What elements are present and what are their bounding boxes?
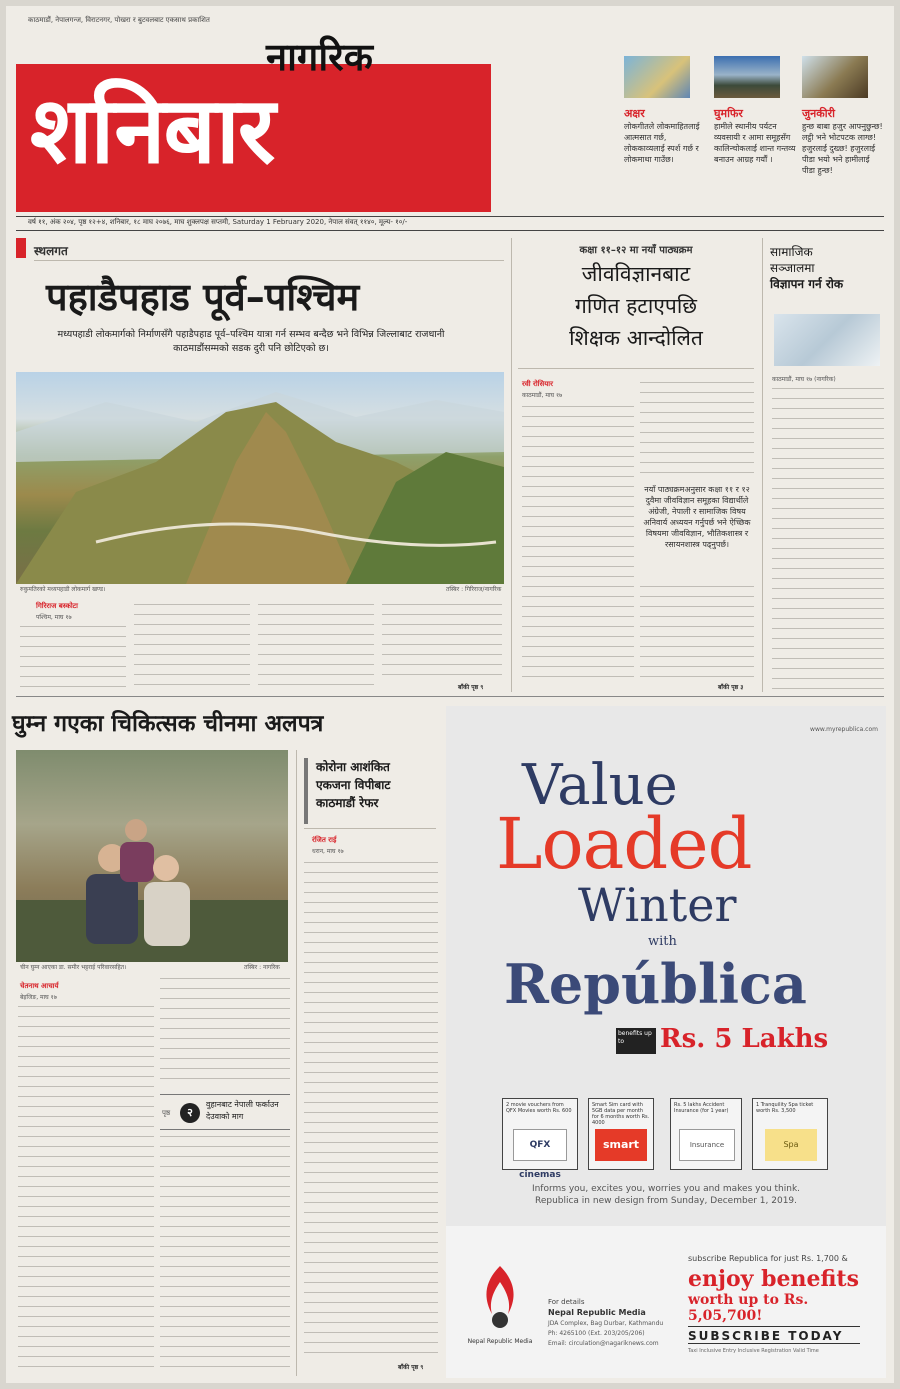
ad-enjoy: enjoy benefits xyxy=(688,1266,859,1292)
ad-bottom-band xyxy=(446,1226,886,1378)
ad-logo-caption: Nepal Republic Media xyxy=(467,1338,533,1345)
curriculum-continued[interactable]: बाँकी पृष्ठ ३ xyxy=(718,684,744,691)
ad-tagline-1: Informs you, excites you, worries you and makes you think. xyxy=(531,1184,801,1194)
ad-phone: Ph: 4265100 (Ext. 203/205/206) xyxy=(548,1330,645,1337)
nrm-logo-icon xyxy=(474,1262,526,1332)
lead-column-1 xyxy=(20,626,126,690)
doctor-headline[interactable]: घुम्न गएका चिकित्सक चीनमा अलपत्र xyxy=(12,711,324,737)
doctor-photo xyxy=(16,750,288,962)
ad-offer-1-logo: QFX cinemas xyxy=(513,1129,567,1161)
corona-headline-1: कोरोना आशंकित xyxy=(316,760,390,774)
social-headline-3: विज्ञापन गर्न रोक xyxy=(770,277,844,291)
teaser-3-title: जुनकीरी xyxy=(802,107,835,120)
section-marker xyxy=(16,238,26,258)
ad-offer-4-logo: Spa xyxy=(765,1129,817,1161)
ad-footer-tags: Taxi Inclusive Entry Inclusive Registration Valid Time xyxy=(688,1348,819,1354)
teaser-photo-3 xyxy=(802,56,868,98)
corona-dateline: धरान, माघ १७ xyxy=(312,848,344,855)
teaser-photo-2 xyxy=(714,56,780,98)
doctor-photo-caption: चीन घुम्न आएका डा. समीर भट्टराई परिवारसहित। xyxy=(20,964,127,971)
curriculum-dateline: काठमाडौं, माघ १७ xyxy=(522,392,563,399)
ref-prefix: पृष्ठ xyxy=(162,1109,171,1117)
ad-offer-2-logo: smart xyxy=(595,1129,647,1161)
lead-column-4 xyxy=(382,604,502,680)
ad-offer-3-desc: Rs. 5 lakhs Accident Insurance (for 1 year) xyxy=(674,1102,729,1114)
doctor-photo-credit: तस्बिर : नागरिक xyxy=(244,964,280,971)
ad-offer-1[interactable] xyxy=(502,1098,578,1180)
ad-benefits-amount: Rs. 5 Lakhs xyxy=(660,1024,829,1054)
ad-worth: worth up to Rs. 5,05,700! xyxy=(688,1292,809,1324)
doctor-byline: चेतनाथ आचार्य xyxy=(20,982,59,990)
lead-section-label: स्थलगत xyxy=(34,244,68,258)
teaser-photo-1 xyxy=(624,56,690,98)
masthead-title: शनिबार xyxy=(30,77,274,184)
ad-company: Nepal Republic Media xyxy=(548,1308,646,1317)
masthead-banner xyxy=(16,28,491,212)
lead-photo-caption: रुकुमतिरको मध्यपहाडी लोकमार्ग खण्ड। xyxy=(20,586,106,593)
corona-headline-3: काठमाडौं रेफर xyxy=(316,796,379,810)
teaser-3[interactable] xyxy=(802,106,884,176)
ad-benefits-small: benefits up to xyxy=(616,1028,656,1054)
ad-subscribe-today[interactable]: SUBSCRIBE TODAY xyxy=(688,1326,860,1344)
curriculum-pullquote: नयाँ पाठ्यक्रमअनुसार कक्षा ११ र १२ दुवैमा जीवविज्ञान समूहका विद्यार्थीले अंग्रेजी, नेपाली र सामाजिक विषय अनिवार्य अध्ययन गर्नुपर्छ भने ऐच्छिक विषयमा जीवविज्ञान, भौतिकशास्त्र र रसायनशास्त्र पढ्नुपर्छ। xyxy=(643,485,751,549)
ad-tagline-2: Republica in new design from Sunday, December 1, 2019. xyxy=(534,1196,798,1206)
curriculum-headline-3: शिक्षक आन्दोलित xyxy=(569,326,703,350)
lead-dateline: पश्चिम, माघ १७ xyxy=(36,614,72,621)
doctor-page-reference[interactable] xyxy=(160,1094,290,1130)
teaser-1-title: अक्षर xyxy=(624,107,645,120)
doctor-column-1 xyxy=(18,1006,154,1376)
curriculum-column-3 xyxy=(640,586,754,682)
social-photo xyxy=(774,314,880,366)
doctor-column-2 xyxy=(160,978,290,1088)
ad-email[interactable]: Email: circulation@nagariknews.com xyxy=(548,1340,659,1347)
ad-offer-1-desc: 2 movie vouchers from QFX Movies worth Rs. 600 xyxy=(506,1102,572,1114)
social-column xyxy=(772,388,884,690)
corona-byline: रंजित राई xyxy=(312,836,337,844)
people-photo-illustration xyxy=(16,750,288,962)
ad-line-loaded: Loaded xyxy=(496,803,752,885)
lead-headline[interactable]: पहाडैपहाड पूर्व–पश्चिम xyxy=(46,275,360,319)
social-headline[interactable] xyxy=(770,244,886,292)
lead-column-2 xyxy=(134,604,250,690)
curriculum-column-1 xyxy=(522,406,634,682)
ad-brand: República xyxy=(504,952,807,1016)
newspaper-page xyxy=(6,6,894,1383)
corona-continued[interactable]: बाँकी पृष्ठ ९ xyxy=(398,1364,424,1371)
doctor-column-3 xyxy=(160,1136,290,1376)
ad-offer-2-desc: Smart Sim card with 5GB data per month for 6 months worth Rs. 4000 xyxy=(592,1102,650,1126)
teaser-2[interactable] xyxy=(714,106,796,165)
corona-headline[interactable] xyxy=(304,758,436,824)
lead-column-3 xyxy=(258,604,374,690)
teaser-3-text: हुन्छ बाबा हजुर आफ्नुछुन्छ! लट्ठी भने भोटपटक लाग्छ! हजुरलाई दुख्छ! हजुरलाई पीडा भयो भने हामीलाई पीडा हुन्छ! xyxy=(802,122,883,175)
curriculum-kicker: कक्षा ११–१२ मा नयाँ पाठ्यक्रम xyxy=(579,245,693,256)
ad-offer-4[interactable] xyxy=(752,1098,828,1170)
masthead-topline: काठमाडौं, नेपालगन्ज, विराटनगर, पोखरा र बुटवलबाट एकसाथ प्रकाशित xyxy=(28,16,210,24)
ad-address: JDA Complex, Bag Durbar, Kathmandu xyxy=(548,1320,664,1327)
mountain-illustration xyxy=(16,372,504,584)
ad-line-with: with xyxy=(648,934,677,949)
teaser-1-text: लोकगीतले लोकमाहितलाई आत्मसात गर्छ, लोककाव्यलाई स्पर्श गर्छ र लोकमाथा गाउँछ। xyxy=(624,122,700,164)
curriculum-byline: रवी रोसियार xyxy=(522,380,553,388)
republica-ad[interactable] xyxy=(446,706,886,1378)
social-dateline: काठमाडौं, माघ १७ (नागरिक) xyxy=(772,376,836,383)
ad-offer-3[interactable] xyxy=(670,1098,742,1170)
curriculum-headline[interactable] xyxy=(518,258,754,354)
masthead-dateline: वर्ष ११, अंक २०४, पृष्ठ १२+४, शनिबार, १८ माघ २०७६, माघ शुक्लपक्ष सप्तमी, Saturday 1 February 2020, नेपाल संवत् ११४०, मूल्य- १०/- xyxy=(28,218,408,226)
lead-photo-credit: तस्बिर : गिरिराज/नागरिक xyxy=(446,586,502,593)
ad-subscribe-line: subscribe Republica for just Rs. 1,700 & xyxy=(688,1254,848,1263)
lead-photo xyxy=(16,372,504,584)
masthead-brand: नागरिक xyxy=(266,34,373,79)
ref-text: वुहानबाट नेपाली फर्काउन देउवाको माग xyxy=(206,1100,279,1121)
ad-offer-3-logo: Insurance xyxy=(679,1129,735,1161)
teaser-strip xyxy=(614,50,888,210)
ad-url[interactable]: www.myrepublica.com xyxy=(810,726,878,733)
curriculum-column-2 xyxy=(640,382,754,478)
social-headline-2: सञ्जालमा xyxy=(770,261,815,275)
curriculum-headline-2: गणित हटाएपछि xyxy=(575,294,697,318)
ad-offer-4-desc: 1 Tranquility Spa ticket worth Rs. 3,500 xyxy=(756,1102,814,1114)
corona-column xyxy=(304,862,438,1362)
ref-page-number: २ xyxy=(180,1103,200,1123)
lead-continued[interactable]: बाँकी पृष्ठ ९ xyxy=(458,684,484,691)
lead-deck: मध्यपहाडी लोकमार्गको निर्माणसँगै पहाडैपहाड पूर्व–पश्चिम यात्रा गर्न सम्भव बन्दैछ भने विभिन्न जिल्लाबाट राजधानी काठमाडौंसम्मको सडक दुरी पनि छोटिएको छ। xyxy=(57,329,445,354)
corona-headline-2: एकजना विपीबाट xyxy=(316,778,391,792)
curriculum-headline-1: जीवविज्ञानबाट xyxy=(581,262,691,286)
doctor-dateline: बेइजिङ, माघ १७ xyxy=(20,994,57,1001)
teaser-2-title: घुमफिर xyxy=(714,107,743,120)
ad-line-value: Value xyxy=(522,753,678,818)
lead-byline: गिरिराज बस्कोटा xyxy=(36,602,78,610)
ad-offer-2[interactable] xyxy=(588,1098,654,1170)
ad-line-winter: Winter xyxy=(578,878,737,932)
ad-details-label: For details xyxy=(548,1298,585,1306)
teaser-1[interactable] xyxy=(624,106,706,165)
social-headline-1: सामाजिक xyxy=(770,245,813,259)
teaser-2-text: हामीले स्थानीय पर्यटन व्यवसायी र आमा समूहसँग कालिन्चोकलाई शान्त गन्तव्य बनाउन आग्रह गर्यौं । xyxy=(714,122,796,164)
